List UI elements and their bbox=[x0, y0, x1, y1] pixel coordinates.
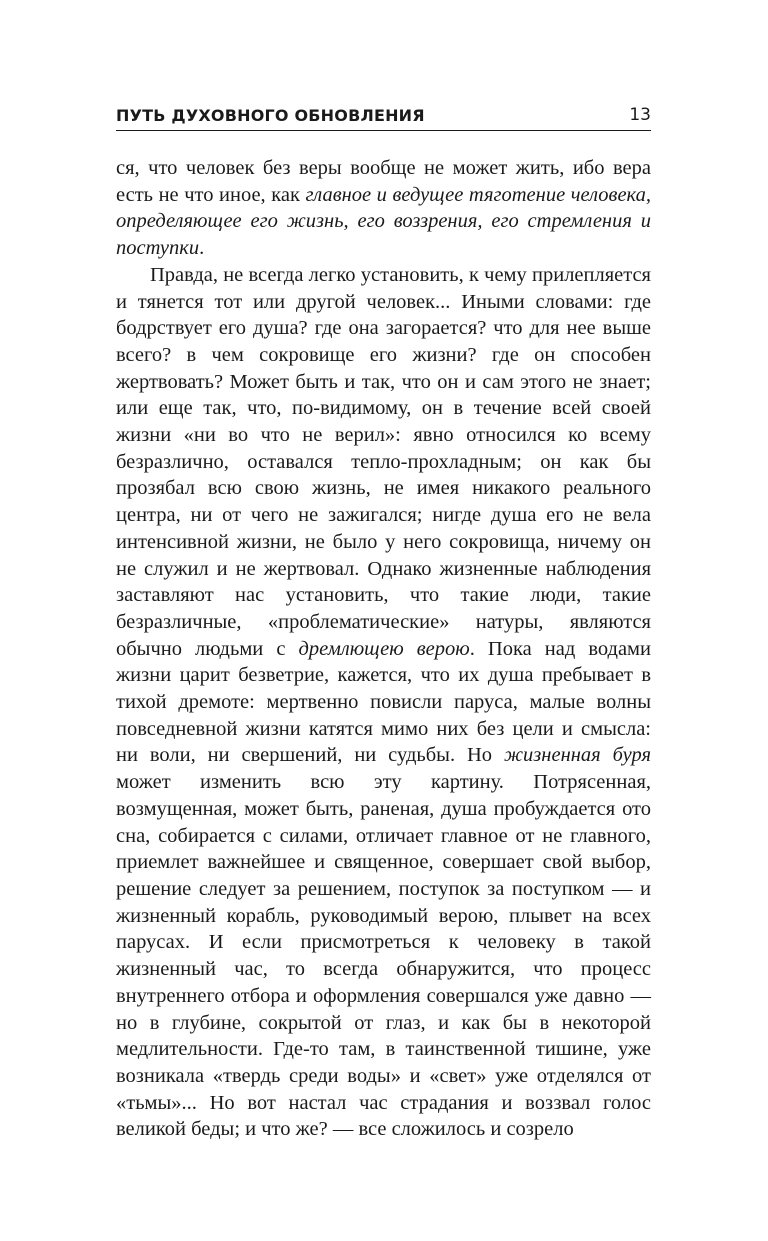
text-segment: ся, что человек без веры вообще не может жить, ибо вера есть не что иное, как bbox=[116, 157, 651, 206]
emphasis-segment: дремлющею верою bbox=[298, 637, 470, 660]
text-segment: Правда, не всегда легко установить, к чему прилепляется и тянется тот или другой человек... Иными словами: где бодрствует его душа? где она загорается? что для нее выше всего? в чем сокровище его жизни? где он способен жертвовать? Может быть и так, что он и сам этого не знает; или еще так, что, по-видимому, он в течение всей своей жизни «ни во что не верил»: явно относился ко всему безразлично, оставался тепло-прохладным; он как бы прозябал всю свою жизнь, не имея никакого реального центра, ни от чего не зажигался; нигде душа его не вела интенсивной жизни, не было у него сокровища, ничему он не служил и не жертвовал. Однако жизненные наблюдения заставляют нас установить, что такие люди, такие безразличные, «проблематические» натуры, являются обычно людьми с bbox=[116, 263, 651, 660]
emphasis-segment: главное и ведущее тяготение человека, определяющее его жизнь, его воззрения, его стремления и поступки bbox=[116, 183, 651, 260]
text-segment: . bbox=[199, 237, 205, 260]
emphasis-segment: жизненная буря bbox=[503, 744, 651, 767]
running-title: ПУТЬ ДУХОВНОГО ОБНОВЛЕНИЯ bbox=[116, 106, 425, 125]
page-number: 13 bbox=[629, 105, 651, 125]
text-segment: . Пока над водами жизни царит безветрие, кажется, что их душа пребывает в тихой дремоте: мертвенно повисли паруса, малые волны повседневной жизни катятся мимо них без цели и смысла: ни воли, ни свершений, ни судьбы. Но bbox=[116, 637, 651, 767]
body-text bbox=[116, 155, 651, 1143]
paragraph-continued bbox=[116, 155, 651, 262]
running-header bbox=[116, 104, 651, 131]
paragraph bbox=[116, 262, 651, 1143]
text-segment: может изменить всю эту картину. Потрясенная, возмущенная, может быть, раненая, душа пробуждается ото сна, собирается с силами, отличает главное от не главного, приемлет важнейшее и священное, совершает свой выбор, решение следует за решением, поступок за поступком — и жизненный корабль, руководимый верою, плывет на всех парусах. И если присмотреться к человеку в такой жизненный час, то всегда обнаружится, что процесс внутреннего отбора и оформления совершался уже давно — но в глубине, сокрытой от глаз, и как бы в некоторой медлительности. Где-то там, в таинственной тишине, уже возникала «твердь среди воды» и «свет» уже отделялся от «тьмы»... Но вот настал час страдания и воззвал голос великой беды; и что же? — все сложилось и созрело bbox=[116, 771, 651, 1141]
